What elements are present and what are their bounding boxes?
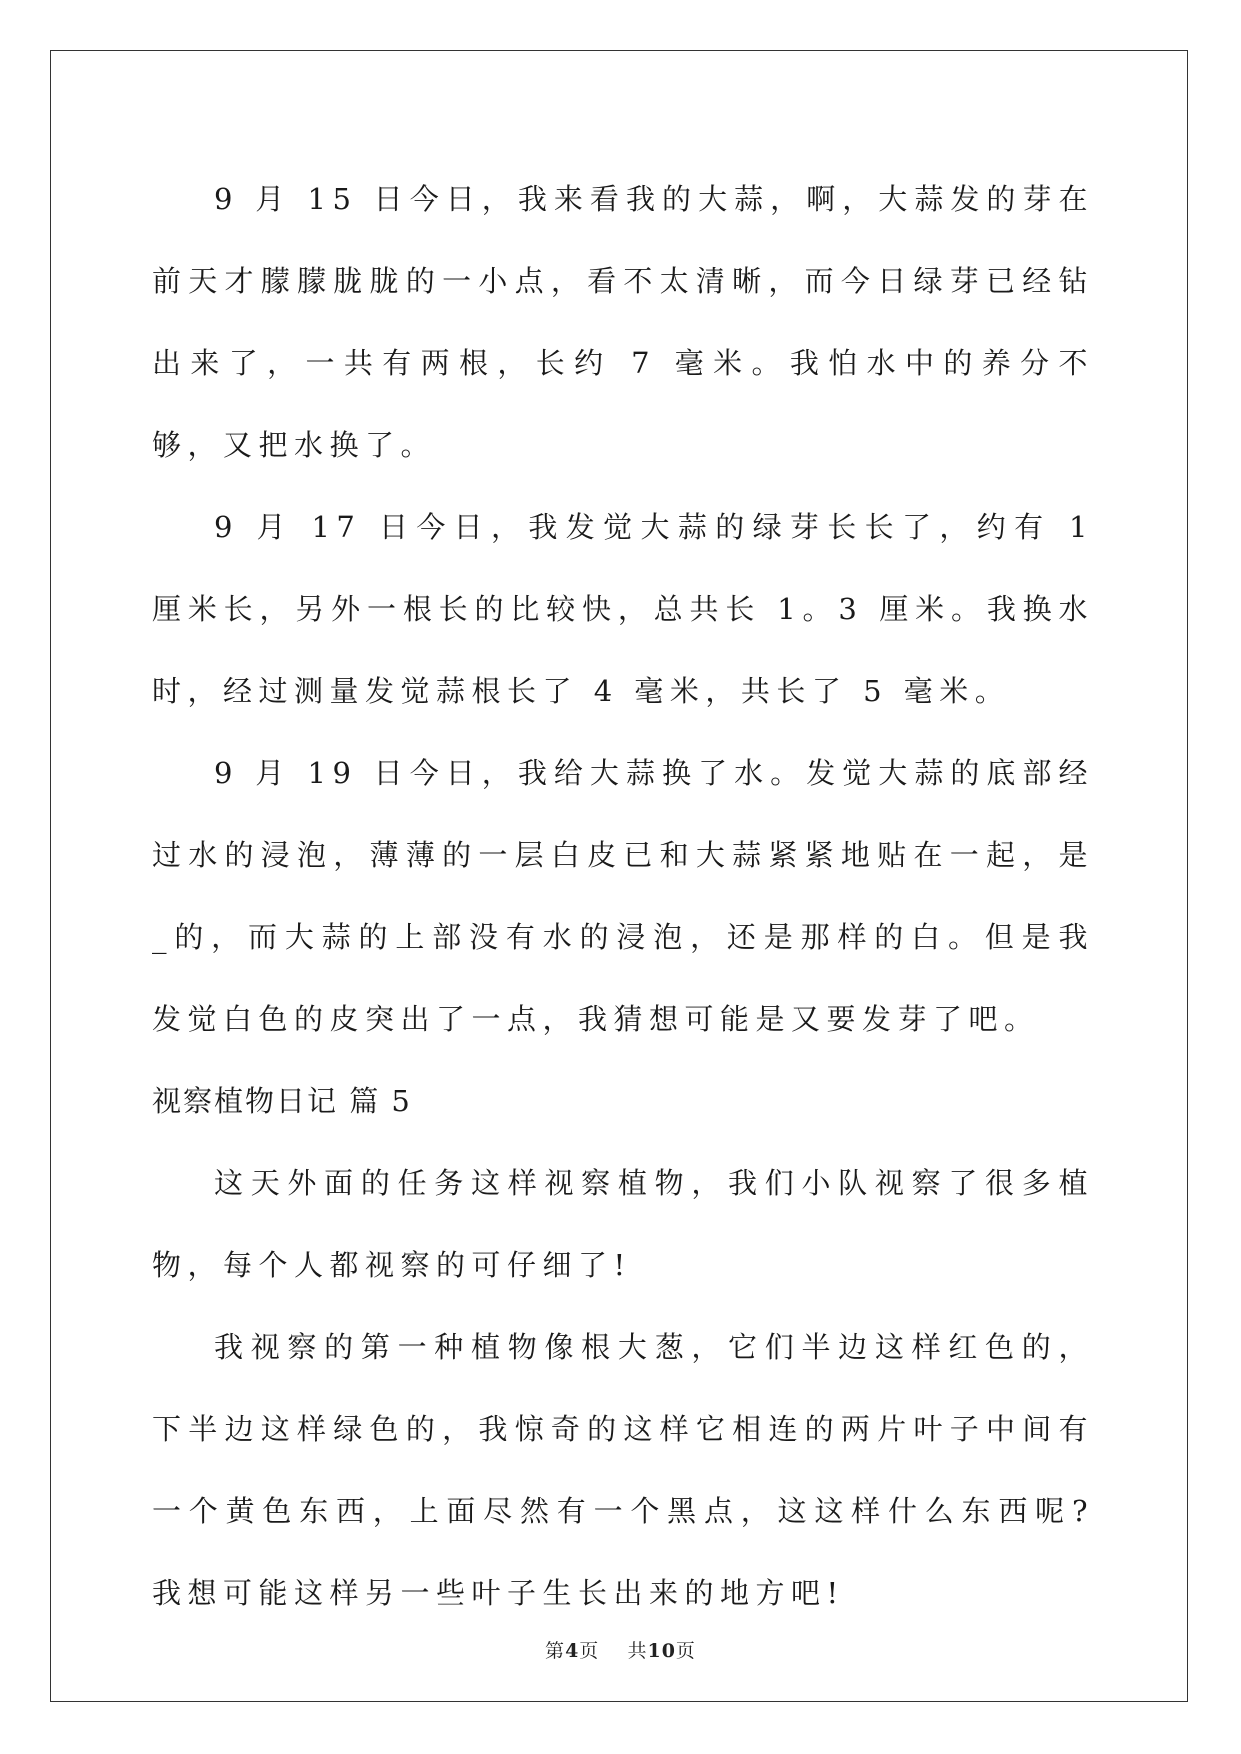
footer-total-pages: 10	[647, 1640, 676, 1662]
footer-page-number: 4	[565, 1640, 580, 1662]
paragraph-sep-19: 9 月 19 日今日，我给大蒜换了水。发觉大蒜的底部经过水的浸泡，薄薄的一层白皮已和大蒜紧紧地贴在一起，是_的，而大蒜的上部没有水的浸泡，还是那样的白。但是我发觉白色的皮突出了一点，我猜想可能是又要发芽了吧。	[152, 756, 1094, 1036]
footer-middle: 页 共	[579, 1640, 648, 1662]
section-heading: 视察植物日记 篇 5	[152, 1084, 412, 1118]
footer-prefix: 第	[545, 1640, 566, 1662]
paragraph-observation-intro: 这天外面的任务这样视察植物，我们小队视察了很多植物，每个人都视察的可仔细了!	[152, 1166, 1094, 1282]
paragraph-first-plant: 我视察的第一种植物像根大葱，它们半边这样红色的，下半边这样绿色的，我惊奇的这样它相连的两片叶子中间有一个黄色东西，上面尽然有一个黑点，这这样什么东西呢?我想可能这样另一些叶子生长出来的地方吧!	[152, 1330, 1094, 1610]
page-footer	[0, 1636, 1241, 1663]
document-body	[152, 158, 1094, 1634]
footer-suffix: 页	[675, 1640, 696, 1662]
paragraph-sep-15: 9 月 15 日今日，我来看我的大蒜，啊，大蒜发的芽在前天才朦朦胧胧的一小点，看不太清晰，而今日绿芽已经钻出来了，一共有两根，长约 7 毫米。我怕水中的养分不够，又把水换了。	[152, 182, 1094, 462]
paragraph-sep-17: 9 月 17 日今日，我发觉大蒜的绿芽长长了，约有 1 厘米长，另外一根长的比较快，总共长 1。3 厘米。我换水时，经过测量发觉蒜根长了 4 毫米，共长了 5 毫米。	[152, 510, 1094, 708]
